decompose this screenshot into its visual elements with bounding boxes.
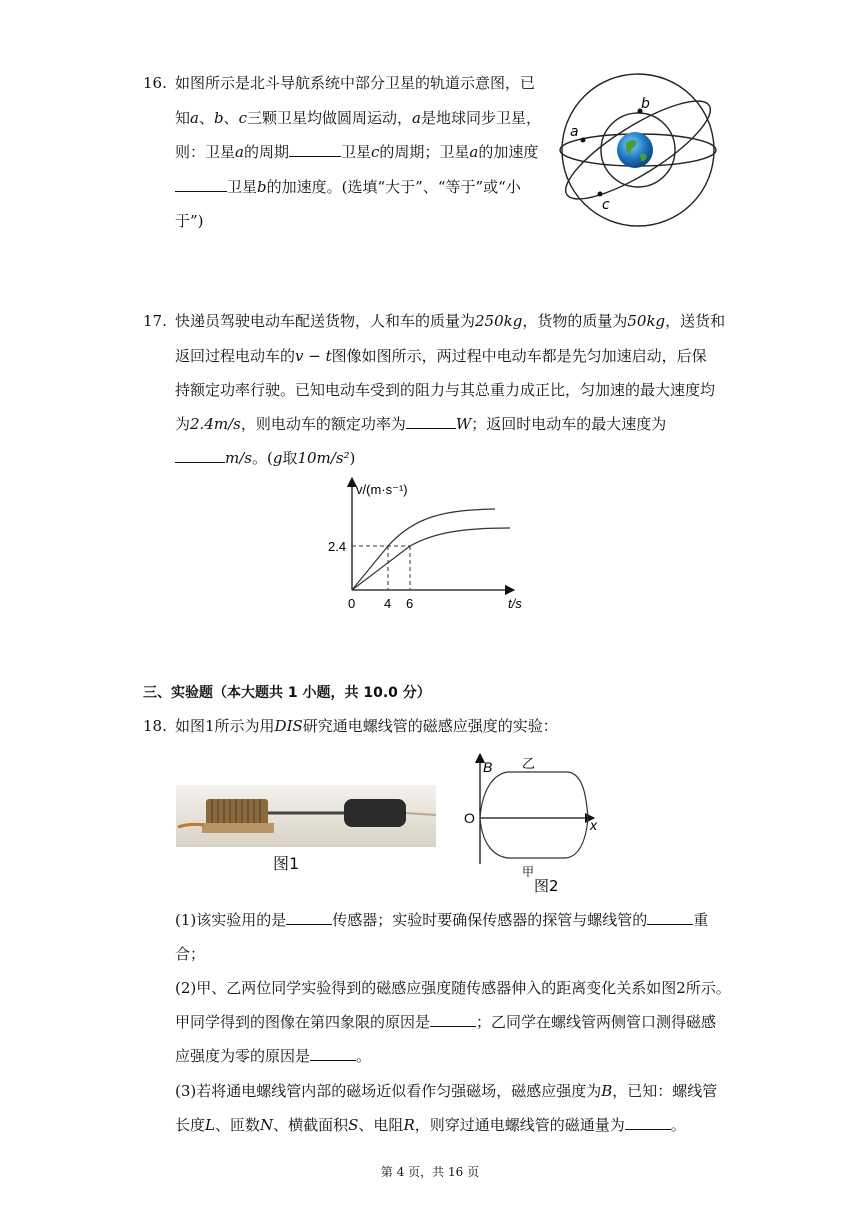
q16-line-5: 于”) <box>175 212 204 230</box>
label-b: b <box>641 96 650 112</box>
curve-yi <box>480 772 588 818</box>
curve-yi-label: 乙 <box>522 757 536 772</box>
q16-number: 16. <box>143 74 167 92</box>
q18-part-3-line-2: 长度L、匝数N、横截面积S、电阻R，则穿过通电螺线管的磁通量为 。 <box>175 1116 686 1134</box>
y-tick-2.4: 2.4 <box>328 539 347 554</box>
bx-graph <box>458 752 608 894</box>
q17-line-5: m/s。(g取10m/s²) <box>175 448 355 468</box>
x-axis-label: t/s <box>508 596 522 611</box>
q16-line-2: 知a、b、c三颗卫星均做圆周运动，a是地球同步卫星， <box>175 109 541 127</box>
answer-blank[interactable] <box>647 910 693 925</box>
curve-upper-linear <box>352 546 388 590</box>
x-tick-4: 4 <box>384 596 392 611</box>
q17-number: 17. <box>143 312 167 330</box>
page-footer: 第 4 页，共 16 页 <box>380 1165 480 1179</box>
q18-part-2-line-1: (2)甲、乙两位同学实验得到的磁感应强度随传感器伸入的距离变化关系如图2所示。 <box>175 979 731 997</box>
q18-part-1-line-1: (1)该实验用的是 传感器；实验时要确保传感器的探管与螺线管的 重 <box>175 911 709 929</box>
answer-blank[interactable] <box>286 910 332 925</box>
earth-icon <box>617 132 653 168</box>
satellite-orbit-figure <box>552 66 727 232</box>
satellite-a <box>581 138 586 143</box>
curve-lower-linear <box>352 546 410 590</box>
q17-line-3: 持额定功率行驶。已知电动车受到的阻力与其总重力成正比，匀加速的最大速度均 <box>175 381 716 399</box>
label-c: c <box>602 197 610 213</box>
q16-line-3: 则：卫星a的周期 卫星c的周期；卫星a的加速度 <box>175 143 539 161</box>
satellite-c <box>598 192 603 197</box>
answer-blank[interactable] <box>406 414 456 429</box>
curve-lower-power <box>410 528 510 546</box>
q17-line-4: 为2.4m/s，则电动车的额定功率为 W；返回时电动车的最大速度为 <box>175 415 667 433</box>
q16-line-4: 卫星b的加速度。(选填“大于”、“等于”或“小 <box>175 177 521 197</box>
answer-blank[interactable] <box>175 177 227 192</box>
vt-graph <box>320 472 540 614</box>
solenoid-coil <box>206 799 268 827</box>
q18-part-1-line-2: 合； <box>175 945 206 963</box>
answer-blank[interactable] <box>289 142 341 157</box>
section-3-heading: 三、实验题（本大题共 1 小题，共 10.0 分） <box>143 685 431 701</box>
q18-line-1: 如图1所示为用DIS研究通电螺线管的磁感应强度的实验： <box>175 717 558 735</box>
answer-blank[interactable] <box>175 448 225 463</box>
y-axis-label: v/(m·s⁻¹) <box>356 482 408 497</box>
q16-line-1: 如图所示是北斗导航系统中部分卫星的轨道示意图，已 <box>175 74 536 92</box>
q18-part-2-line-3: 应强度为零的原因是 。 <box>175 1047 372 1065</box>
curve-jia-label: 甲 <box>522 865 535 879</box>
figure-2-caption: 图2 <box>534 877 559 894</box>
origin-label: O <box>464 810 475 826</box>
answer-blank[interactable] <box>625 1115 671 1130</box>
q17-line-1: 快递员驾驶电动车配送货物，人和车的质量为250kg，货物的质量为50kg，送货和 <box>175 312 726 330</box>
label-a: a <box>570 124 579 140</box>
q17-line-2: 返回过程电动车的v − t图像如图所示，两过程中电动车都是先匀加速启动，后保 <box>175 347 707 365</box>
q18-number: 18. <box>143 717 167 735</box>
answer-blank[interactable] <box>430 1012 476 1027</box>
figure-1-caption: 图1 <box>273 854 300 873</box>
x-axis-label: x <box>590 817 597 833</box>
q18-part-3-line-1: (3)若将通电螺线管内部的磁场近似看作匀强磁场，磁感应强度为B，已知：螺线管 <box>175 1082 718 1100</box>
answer-blank[interactable] <box>310 1046 356 1061</box>
curve-upper-power <box>388 509 495 546</box>
solenoid-photo <box>176 785 436 847</box>
curve-jia <box>480 818 588 858</box>
x-tick-6: 6 <box>406 596 414 611</box>
q18-part-2-line-2: 甲同学得到的图像在第四象限的原因是 ；乙同学在螺线管两侧管口测得磁感 <box>175 1013 717 1031</box>
x-tick-0: 0 <box>348 596 356 611</box>
b-axis-label: B <box>483 759 493 775</box>
sensor-body <box>344 799 406 827</box>
